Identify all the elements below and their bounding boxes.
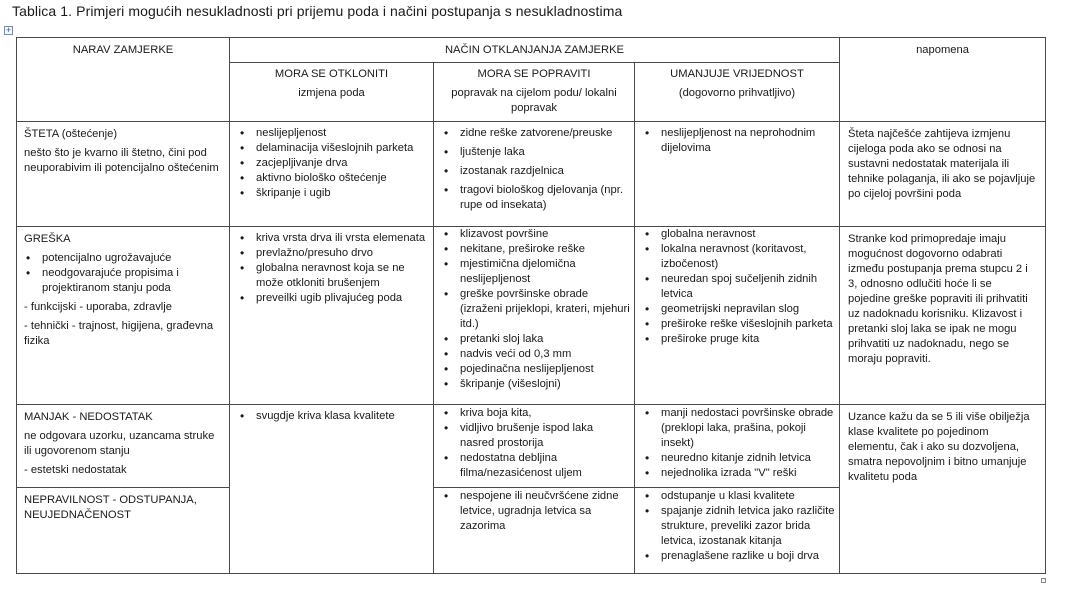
repair-cell-damage (434, 122, 635, 227)
header-nature: NARAV ZAMJERKE (17, 38, 230, 122)
subheader-remove (230, 63, 434, 122)
list-item: • odstupanje u klasi kvalitete (643, 489, 835, 504)
list-item: • preveilki ugib plivajućeg poda (238, 291, 429, 306)
list-item: • zidne reške zatvorene/preuske (442, 126, 630, 141)
nature-title-defect: GREŠKA (24, 233, 71, 245)
remove-cell-defect (230, 227, 434, 405)
list-item: • nejednolika izrada "V" reški (643, 466, 835, 481)
note-cell-shortcoming: Uzance kažu da se 5 ili više obilježja klase kvalitete po pojedinom elementu, čak i ako su dozvoljena, smatra nepovoljnim i bitno umanjuje kvalitetu poda (840, 405, 1046, 574)
subheader-remove-title: MORA SE OTKLONITI (274, 68, 389, 80)
header-row (17, 38, 1046, 63)
list-item: • ljuštenje laka (442, 145, 630, 160)
subheader-reduce-title: UMANJUJE VRIJEDNOST (670, 68, 804, 80)
list-item: • kriva boja kita, (442, 406, 630, 421)
subheader-repair (434, 63, 635, 122)
list-item: • delaminacija višeslojnih parketa (238, 141, 429, 156)
nature-cell-damage (17, 122, 230, 227)
list-item: • neuredan spoj sučeljenih zidnih letvica (643, 272, 835, 302)
remove-cell-damage (230, 122, 434, 227)
list-item: • neslijepljenost na neprohodnim dijelovima (643, 126, 835, 156)
nature-cell-shortcoming (17, 405, 230, 488)
nature-desc-shortcoming: ne odgovara uzorku, uzancama struke ili ugovorenom stanju (24, 430, 215, 457)
subheader-reduce (635, 63, 840, 122)
reduce-cell-damage (635, 122, 840, 227)
note-cell-defect: Stranke kod primopredaje imaju mogućnost dogovorno odabrati između postupanja prema stupcu 2 i 3, odnosno odlučiti hoće li se pojedine greške popraviti ili prihvatiti uz nadoknadu korisniku. Klizavost i pretanki sloj laka se ipak ne mogu prihvatiti uz nadoknadu, nego se moraju popraviti. (840, 227, 1046, 405)
list-item: • škripanje i ugib (238, 186, 429, 201)
list-item: • tragovi biološkog djelovanja (npr. rupe od insekata) (442, 183, 630, 213)
reduce-cell-shortcoming (635, 405, 840, 488)
list-item: • škripanje (višeslojni) (442, 377, 630, 392)
subheader-repair-sub: popravak na cijelom podu/ lokalni popravak (451, 87, 617, 114)
nature-line-functional: - funkcijski - uporaba, zdravlje (24, 301, 172, 313)
list-item: • prevlažno/presuho drvo (238, 246, 429, 261)
list-item: • kriva vrsta drva ili vrsta elemenata (238, 231, 429, 246)
list-item: • pojedinačna neslijepljenost (442, 362, 630, 377)
subheader-remove-sub: izmjena poda (298, 87, 365, 99)
list-item: • klizavost površine (442, 227, 630, 242)
nature-line-technical: - tehnički - trajnost, higijena, građevna fizika (24, 320, 214, 347)
list-item: • potencijalno ugrožavajuće (24, 251, 223, 266)
nature-line-aesthetic: - estetski nedostatak (24, 464, 127, 476)
reduce-cell-irregularity (635, 488, 840, 574)
list-item: • spajanje zidnih letvica jako različite strukture, preveliki zazor brida letvica, izostanak kitanja (643, 504, 835, 549)
list-item: • nadvis veći od 0,3 mm (442, 347, 630, 362)
list-item: • manji nedostaci površinske obrade (preklopi laka, prašina, pokoji insekt) (643, 406, 835, 451)
nonconformity-table (16, 37, 1046, 574)
nature-cell-irregularity (17, 488, 230, 574)
list-item: • aktivno biološko oštećenje (238, 171, 429, 186)
list-item: • lokalna neravnost (koritavost, izbočenost) (643, 242, 835, 272)
list-item: • nespojene ili neučvršćene zidne letvice, ugradnja letvica sa zazorima (442, 489, 630, 534)
list-item: • geometrijski nepravilan slog (643, 302, 835, 317)
list-item: • svugdje kriva klasa kvalitete (238, 409, 429, 424)
repair-cell-shortcoming (434, 405, 635, 488)
list-item: • vidljivo brušenje ispod laka nasred prostorija (442, 421, 630, 451)
repair-cell-irregularity (434, 488, 635, 574)
list-item: • izostanak razdjelnica (442, 164, 630, 179)
nature-desc-damage: nešto što je kvarno ili štetno, čini pod neuporabivim ili potencijalno oštećenim (24, 147, 219, 174)
note-cell-damage: Šteta najčešće zahtijeva izmjenu cijeloga poda ako se odnosi na sustavni nedostatak materijala ili tehnike polaganja, ili ako se pojavljuje po cijeloj površini poda (840, 122, 1046, 227)
list-item: • preširoke pruge kita (643, 332, 835, 347)
list-item: • neodgovarajuće propisima i projektiranom stanju poda (24, 266, 223, 296)
header-method: NAČIN OTKLANJANJA ZAMJERKE (230, 38, 840, 63)
list-item: • mjestimična djelomična neslijepljenost (442, 257, 630, 287)
list-item: • neslijepljenost (238, 126, 429, 141)
list-item: • pretanki sloj laka (442, 332, 630, 347)
nature-title-irregularity: NEPRAVILNOST - ODSTUPANJA, NEUJEDNAČENOST (24, 494, 197, 521)
list-item: • nekitane, preširoke reške (442, 242, 630, 257)
list-item: • prenaglašene razlike u boji drva (643, 549, 835, 564)
list-item: • globalna neravnost (643, 227, 835, 242)
subheader-reduce-sub: (dogovorno prihvatljivo) (678, 87, 796, 99)
table-row-shortcoming (17, 405, 1046, 488)
reduce-cell-defect (635, 227, 840, 405)
table-caption: Tablica 1. Primjeri mogućih nesukladnosti pri prijemu poda i načini postupanja s nesukladnostima (12, 3, 623, 19)
repair-cell-defect (434, 227, 635, 405)
nature-title-shortcoming: MANJAK - NEDOSTATAK (24, 411, 153, 423)
list-item: • greške površinske obrade (izraženi prijeklopi, krateri, mjehuri itd.) (442, 287, 630, 332)
subheader-repair-title: MORA SE POPRAVITI (477, 68, 591, 80)
table-row-defect (17, 227, 1046, 405)
nature-cell-defect (17, 227, 230, 405)
list-item: • preširoke reške višeslojnih parketa (643, 317, 835, 332)
list-item: • neuredno kitanje zidnih letvica (643, 451, 835, 466)
list-item: • nedostatna debljina filma/nezasićenost uljem (442, 451, 630, 481)
table-resize-handle[interactable] (1041, 578, 1046, 583)
list-item: • globalna neravnost koja se ne može otkloniti brušenjem (238, 261, 429, 291)
nature-title-damage: ŠTETA (oštećenje) (24, 128, 118, 140)
table-row-damage (17, 122, 1046, 227)
table-move-handle-icon[interactable]: + (5, 25, 12, 35)
remove-cell-shortcoming (230, 405, 434, 574)
header-note: napomena (840, 38, 1046, 122)
list-item: • zacjepljivanje drva (238, 156, 429, 171)
